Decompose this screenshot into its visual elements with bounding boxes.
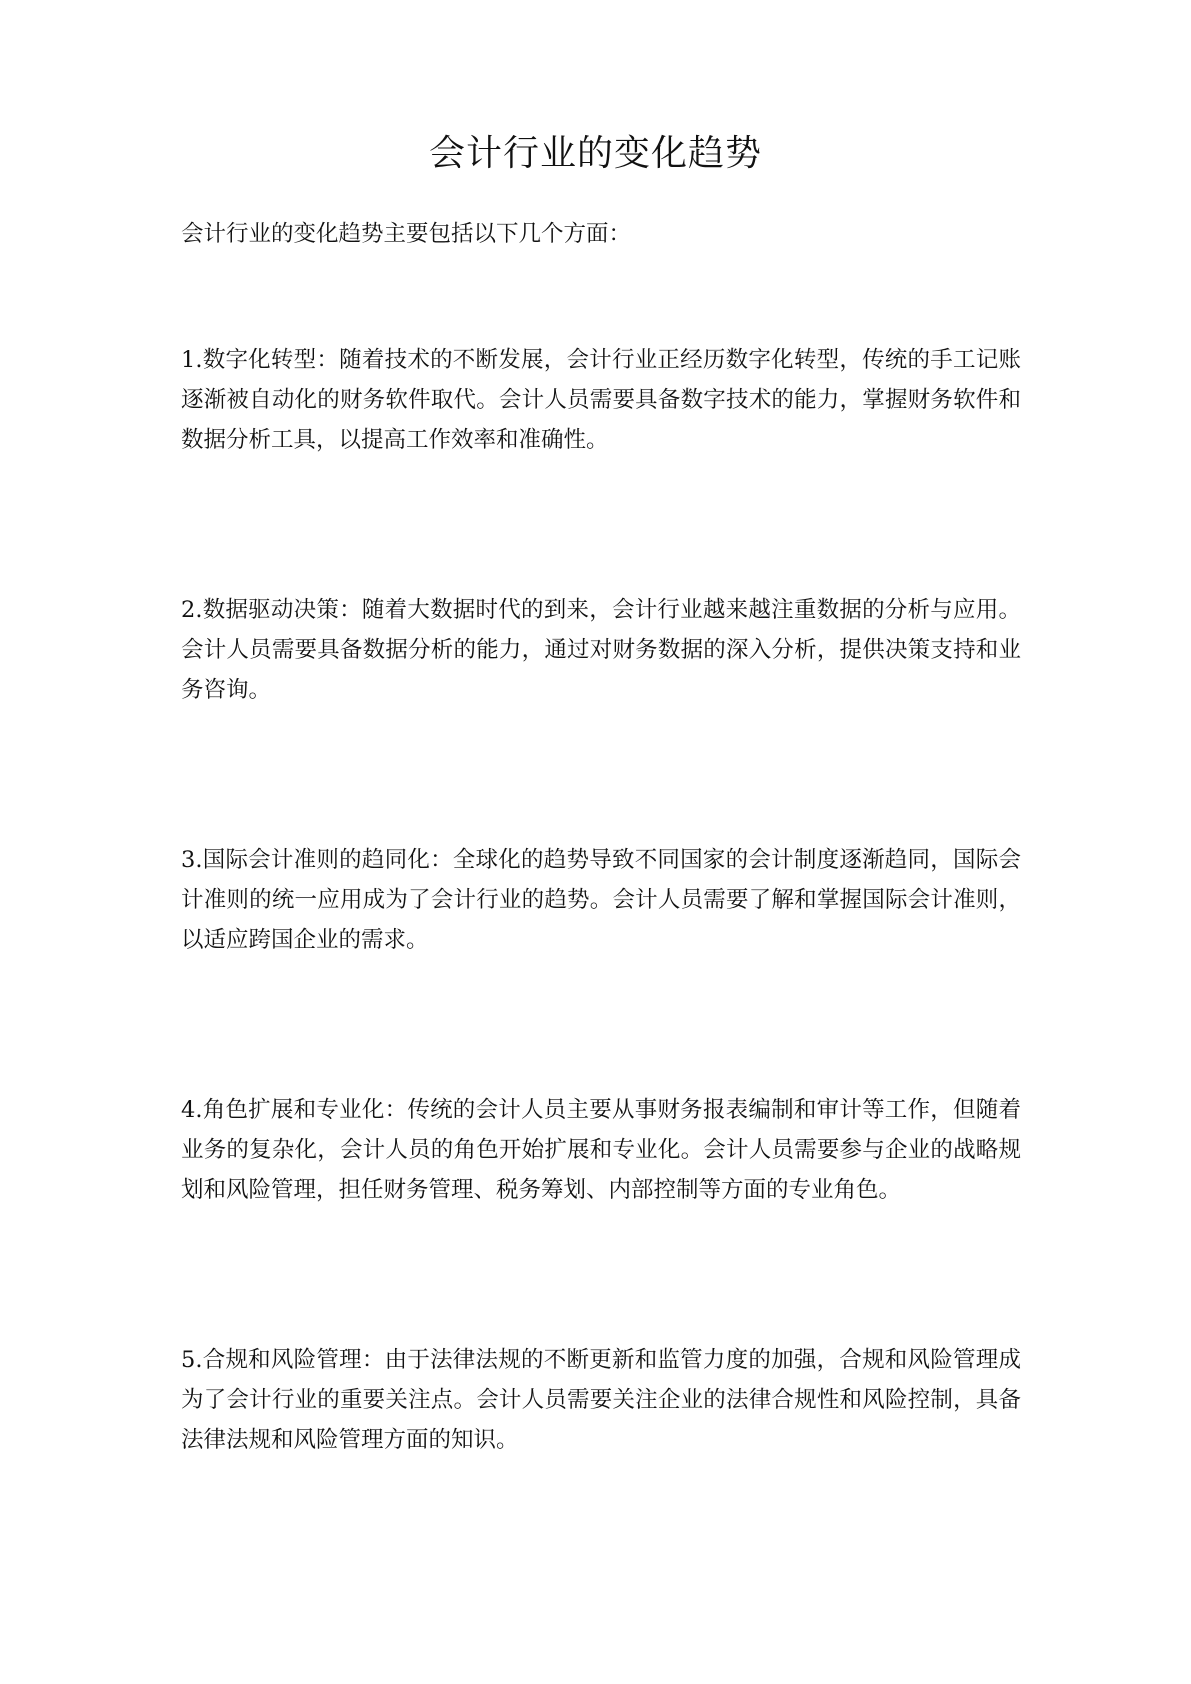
intro-paragraph: 会计行业的变化趋势主要包括以下几个方面：: [181, 221, 632, 247]
document-title: 会计行业的变化趋势: [428, 133, 762, 174]
section-compliance-risk: 5.合规和风险管理：由于法律法规的不断更新和监管力度的加强，合规和风险管理成为了会计行业的重要关注点。会计人员需要关注企业的法律合规性和风险控制，具备法律法规和风险管理方面的知识。: [181, 1347, 1021, 1453]
section-data-driven-decisions: 2.数据驱动决策：随着大数据时代的到来，会计行业越来越注重数据的分析与应用。会计人员需要具备数据分析的能力，通过对财务数据的深入分析，提供决策支持和业务咨询。: [181, 597, 1021, 703]
section-international-standards: 3.国际会计准则的趋同化：全球化的趋势导致不同国家的会计制度逐渐趋同，国际会计准则的统一应用成为了会计行业的趋势。会计人员需要了解和掌握国际会计准则，以适应跨国企业的需求。: [181, 847, 1021, 953]
section-digital-transformation: 1.数字化转型：随着技术的不断发展，会计行业正经历数字化转型，传统的手工记账逐渐被自动化的财务软件取代。会计人员需要具备数字技术的能力，掌握财务软件和数据分析工具，以提高工作效率和准确性。: [181, 347, 1021, 453]
section-role-expansion: 4.角色扩展和专业化：传统的会计人员主要从事财务报表编制和审计等工作，但随着业务的复杂化，会计人员的角色开始扩展和专业化。会计人员需要参与企业的战略规划和风险管理，担任财务管理、税务筹划、内部控制等方面的专业角色。: [181, 1097, 1021, 1203]
